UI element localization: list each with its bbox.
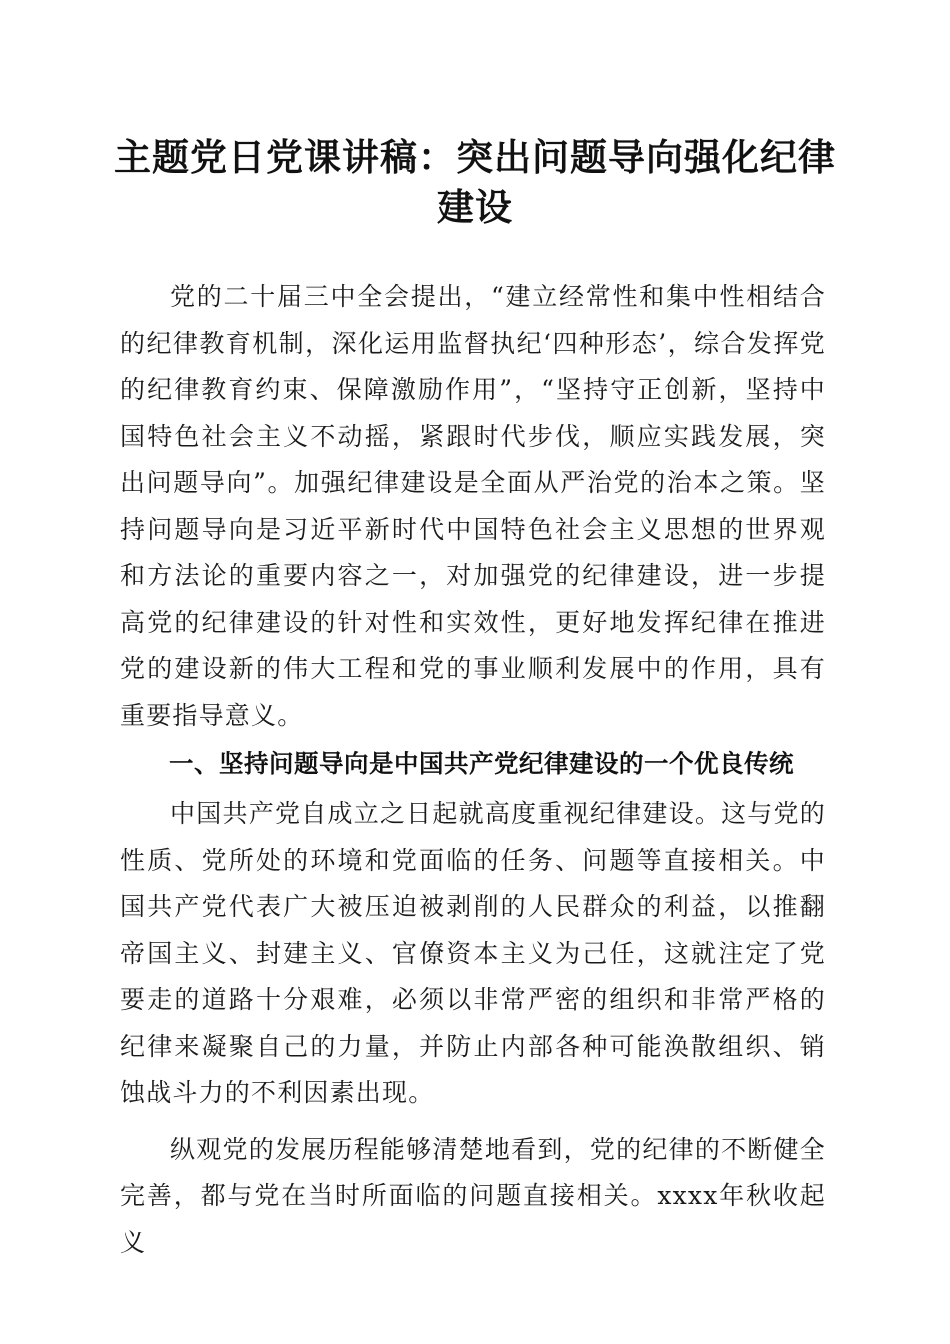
section-paragraph: 中国共产党自成立之日起就高度重视纪律建设。这与党的性质、党所处的环境和党面临的任务、问题等直接相关。中国共产党代表广大被压迫被剥削的人民群众的利益，以推翻帝国主义、封建主义、官僚资本主义为己任，这就注定了党要走的道路十分艰难，必须以非常严密的组织和非常严格的纪律来凝聚自己的力量，并防止内部各种可能涣散组织、销蚀战斗力的不利因素出现。 [120, 799, 826, 1107]
section-paragraph: 纵观党的发展历程能够清楚地看到，党的纪律的不断健全完善，都与党在当时所面临的问题直接相关。xxxx年秋收起义 [120, 1134, 826, 1257]
intro-paragraph: 党的二十届三中全会提出，“建立经常性和集中性相结合的纪律教育机制，深化运用监督执纪‘四种形态’，综合发挥党的纪律教育约束、保障激励作用”，“坚持守正创新，坚持中国特色社会主义不动摇，紧跟时代步伐，顺应实践发展，突出问题导向”。加强纪律建设是全面从严治党的治本之策。坚持问题导向是习近平新时代中国特色社会主义思想的世界观和方法论的重要内容之一，对加强党的纪律建设，进一步提高党的纪律建设的针对性和实效性，更好地发挥纪律在推进党的建设新的伟大工程和党的事业顺利发展中的作用，具有重要指导意义。 [120, 282, 826, 730]
paragraph-gap [120, 1117, 826, 1127]
document-title: 主题党日党课讲稿：突出问题导向强化纪律建设 [114, 135, 836, 229]
section-heading: 一、坚持问题导向是中国共产党纪律建设的一个优良传统 [169, 749, 794, 778]
document-body [120, 274, 826, 1266]
